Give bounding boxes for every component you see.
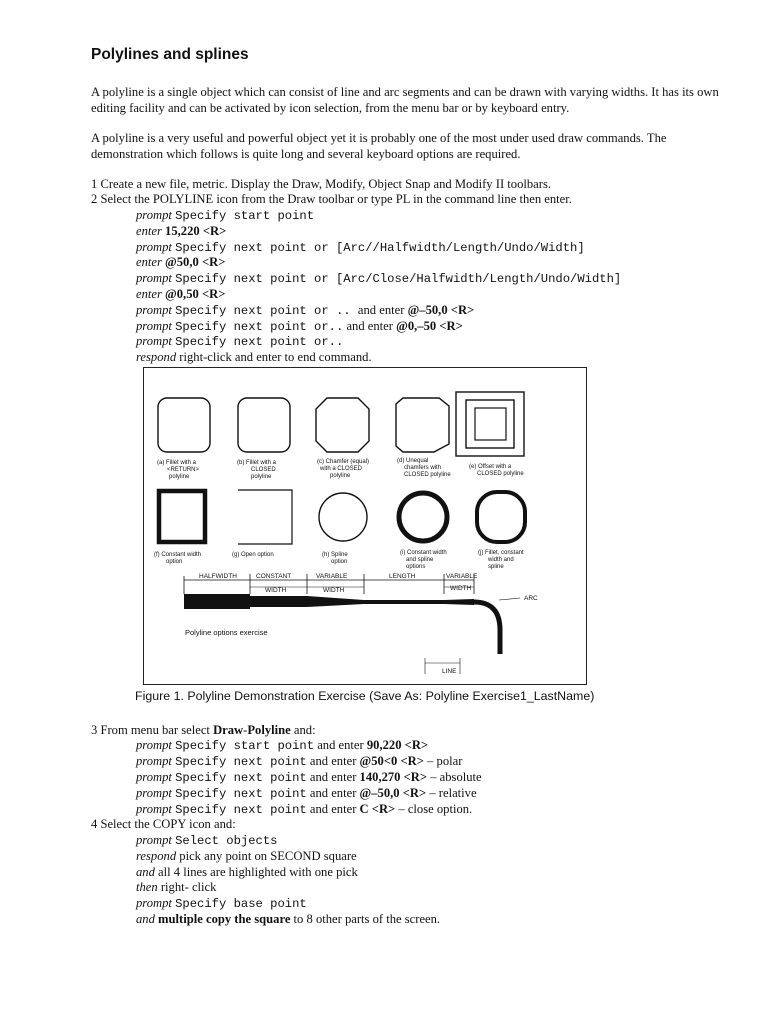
label-a-line2: <RETURN> bbox=[167, 467, 200, 473]
tail-text: – relative bbox=[426, 786, 477, 800]
command-text: Specify start point bbox=[175, 739, 315, 753]
entry-value: @–50,0 <R> bbox=[407, 302, 475, 317]
tail-text: right-click and enter to end command. bbox=[179, 350, 372, 365]
shape-b-fillet-closed bbox=[238, 398, 290, 452]
tail-text: – absolute bbox=[427, 770, 482, 784]
step-3-polyline: Polyline bbox=[247, 723, 291, 737]
shape-g-open bbox=[238, 490, 292, 544]
dim-variable-2: VARIABLE bbox=[446, 573, 478, 580]
step-4: 4 Select the COPY icon and: bbox=[91, 817, 236, 831]
command-text: Select objects bbox=[175, 834, 278, 848]
keyword: prompt bbox=[136, 754, 172, 768]
command-text: Specify next point or [Arc/Close/Halfwidth/Length/Undo/Width] bbox=[175, 272, 622, 287]
label-c-line1: (c) Chamfer (equal) bbox=[317, 459, 370, 465]
step-3 bbox=[91, 722, 316, 738]
tail-text: pick any point on SECOND square bbox=[179, 848, 357, 863]
instruction-line bbox=[136, 270, 621, 287]
instruction-line bbox=[136, 895, 307, 912]
keyword: enter bbox=[136, 223, 162, 238]
command-text: Specify next point bbox=[175, 787, 307, 801]
instruction-line bbox=[136, 832, 277, 849]
command-text: Specify next point bbox=[175, 755, 307, 769]
instruction-line bbox=[136, 239, 585, 256]
figure-drawing bbox=[144, 368, 586, 684]
label-j-line2: width and bbox=[488, 557, 514, 563]
label-f-line2: option bbox=[166, 559, 183, 565]
keyword: prompt bbox=[136, 770, 172, 784]
entry-value: 15,220 <R> bbox=[165, 223, 227, 238]
shape-c-chamfer-equal bbox=[316, 398, 369, 452]
command-text: Specify start point bbox=[175, 209, 315, 223]
command-text: Specify next point bbox=[175, 803, 307, 817]
label-c-line2: with a CLOSED bbox=[320, 466, 363, 472]
tail-text: – polar bbox=[423, 754, 463, 768]
shape-e-offset bbox=[456, 392, 524, 456]
dim-variable-1: VARIABLE bbox=[316, 573, 348, 580]
instruction-line bbox=[136, 286, 225, 302]
label-e-line2: CLOSED polyline bbox=[477, 471, 524, 477]
entry-value: @0,50 <R> bbox=[165, 287, 226, 301]
keyword: prompt bbox=[136, 208, 172, 222]
command-text: Specify next point or .. bbox=[175, 303, 358, 318]
step-3-text: 3 From menu bar select bbox=[91, 723, 214, 737]
instruction-line bbox=[136, 753, 462, 770]
label-f-line1: (f) Constant width bbox=[154, 552, 202, 558]
connector-text: and enter bbox=[306, 802, 360, 816]
shape-i-constant-spline bbox=[399, 493, 447, 541]
keyword: enter bbox=[136, 287, 162, 301]
intro-paragraph-2: A polyline is a very useful and powerful object yet it is probably one of the most under used draw commands. The demonstration which follows is quite long and several keyboard options are required. bbox=[91, 131, 667, 161]
command-text: Specify next point bbox=[175, 771, 307, 785]
instruction-line bbox=[136, 911, 440, 927]
keyword: prompt bbox=[136, 302, 172, 317]
instruction-line bbox=[136, 223, 226, 239]
keyword: prompt bbox=[136, 786, 172, 800]
shape-h-spline bbox=[319, 493, 367, 541]
shape-j-fillet-spline bbox=[477, 492, 525, 542]
connector-text: and enter bbox=[306, 786, 360, 800]
entry-value: 90,220 <R> bbox=[366, 738, 429, 752]
instruction-line bbox=[136, 737, 428, 754]
connector-text: and enter bbox=[306, 754, 360, 768]
entry-value: @0,–50 <R> bbox=[396, 318, 463, 333]
dim-arc: ARC bbox=[524, 595, 538, 602]
keyword: respond bbox=[136, 848, 177, 863]
label-d-line1: (d) Unequal bbox=[397, 458, 429, 464]
label-g-line1: (g) Open option bbox=[232, 552, 274, 558]
shape-d-chamfer-unequal bbox=[396, 398, 449, 452]
label-d-line3: CLOSED polyline bbox=[404, 472, 451, 478]
dim-halfwidth: HALFWIDTH bbox=[199, 573, 237, 580]
instruction-line bbox=[136, 333, 343, 350]
instruction-line bbox=[136, 785, 477, 802]
dim-width-3: WIDTH bbox=[450, 585, 472, 592]
dim-length: LENGTH bbox=[389, 573, 416, 580]
label-e-line1: (e) Offset with a bbox=[469, 464, 512, 470]
label-a-line3: polyline bbox=[169, 474, 190, 480]
dim-width-2: WIDTH bbox=[323, 587, 345, 594]
label-j-line3: spline bbox=[488, 564, 504, 570]
label-b-line1: (b) Fillet with a bbox=[237, 460, 277, 466]
tail-text: all 4 lines are highlighted with one pick bbox=[158, 864, 358, 879]
label-b-line3: polyline bbox=[251, 474, 272, 480]
dim-line: LINE bbox=[442, 668, 457, 675]
keyword: prompt bbox=[136, 239, 172, 254]
tail-text: to 8 other parts of the screen. bbox=[290, 912, 441, 926]
keyword: prompt bbox=[136, 334, 172, 349]
instruction-line bbox=[136, 349, 372, 365]
command-text: Specify next point or.. bbox=[175, 335, 344, 350]
keyword: respond bbox=[136, 350, 177, 365]
keyword: then bbox=[136, 880, 158, 895]
dim-width-1: WIDTH bbox=[265, 587, 287, 594]
label-h-line1: (h) Spline bbox=[322, 552, 348, 558]
instruction-line bbox=[136, 879, 216, 895]
command-text: Specify next point or [Arc//Halfwidth/Length/Undo/Width] bbox=[175, 240, 585, 255]
figure-polyline-demonstration bbox=[143, 367, 587, 685]
polyline-options-exercise bbox=[184, 573, 538, 675]
instruction-line bbox=[136, 769, 482, 786]
entry-value: @50,0 <R> bbox=[165, 255, 226, 270]
step-2: 2 Select the POLYLINE icon from the Draw toolbar or type PL in the command line then enter. bbox=[91, 192, 572, 206]
entry-value: @–50,0 <R> bbox=[359, 786, 427, 800]
label-i-line2: and spline bbox=[406, 557, 434, 563]
label-a-line1: (a) Fillet with a bbox=[157, 460, 197, 466]
instruction-line bbox=[136, 848, 357, 864]
label-d-line2: chamfers with bbox=[404, 465, 442, 471]
keyword: and bbox=[136, 864, 155, 879]
tail-text: right- click bbox=[160, 880, 217, 895]
step-3-draw: Draw bbox=[213, 723, 244, 737]
label-j-line1: (j) Fillet, constant bbox=[478, 550, 524, 556]
tail-text: – close option. bbox=[395, 802, 473, 816]
keyword: prompt bbox=[136, 833, 172, 847]
instruction-line bbox=[136, 302, 474, 319]
instruction-line bbox=[136, 207, 314, 224]
entry-value: 140,270 <R> bbox=[359, 770, 428, 784]
instruction-line bbox=[136, 864, 358, 880]
connector-text: and enter bbox=[357, 302, 408, 317]
exercise-label: Polyline options exercise bbox=[185, 628, 268, 637]
figure-caption: Figure 1. Polyline Demonstration Exercise (Save As: Polyline Exercise1_LastName) bbox=[135, 689, 595, 703]
keyword: and bbox=[136, 912, 155, 926]
entry-value: C <R> bbox=[359, 802, 396, 816]
label-b-line2: CLOSED bbox=[251, 467, 276, 473]
entry-value: @50<0 <R> bbox=[359, 754, 424, 768]
label-c-line3: polyline bbox=[330, 473, 351, 479]
instruction-line bbox=[136, 318, 463, 335]
keyword: prompt bbox=[136, 318, 172, 333]
shape-f-constant-width bbox=[159, 491, 205, 542]
instruction-line bbox=[136, 254, 225, 270]
command-text: Specify base point bbox=[175, 897, 307, 912]
connector-text: and enter bbox=[306, 770, 360, 784]
page-title: Polylines and splines bbox=[91, 46, 249, 63]
connector-text: and enter bbox=[314, 738, 367, 752]
label-i-line3: options bbox=[406, 564, 426, 570]
keyword: prompt bbox=[136, 738, 172, 752]
keyword: prompt bbox=[136, 271, 172, 286]
label-h-line2: option bbox=[331, 559, 348, 565]
keyword: prompt bbox=[136, 896, 172, 911]
command-text: Specify next point or.. bbox=[175, 319, 344, 334]
intro-paragraph-1: A polyline is a single object which can consist of line and arc segments and can be drawn with varying widths. It has its own editing facility and can be activated by icon selection, from the menu bar or by keyboard entry. bbox=[91, 85, 719, 115]
label-i-line1: (i) Constant width bbox=[400, 550, 447, 556]
shape-a-fillet-return bbox=[158, 398, 210, 452]
keyword: prompt bbox=[136, 802, 172, 816]
entry-value: multiple copy the square bbox=[158, 912, 291, 926]
connector-text: and enter bbox=[343, 318, 397, 333]
step-1: 1 Create a new file, metric. Display the Draw, Modify, Object Snap and Modify II toolbars. bbox=[91, 177, 552, 191]
keyword: enter bbox=[136, 255, 162, 270]
dim-constant: CONSTANT bbox=[256, 573, 292, 580]
step-3-separator: - bbox=[243, 723, 248, 737]
step-3-and: and: bbox=[290, 723, 316, 737]
